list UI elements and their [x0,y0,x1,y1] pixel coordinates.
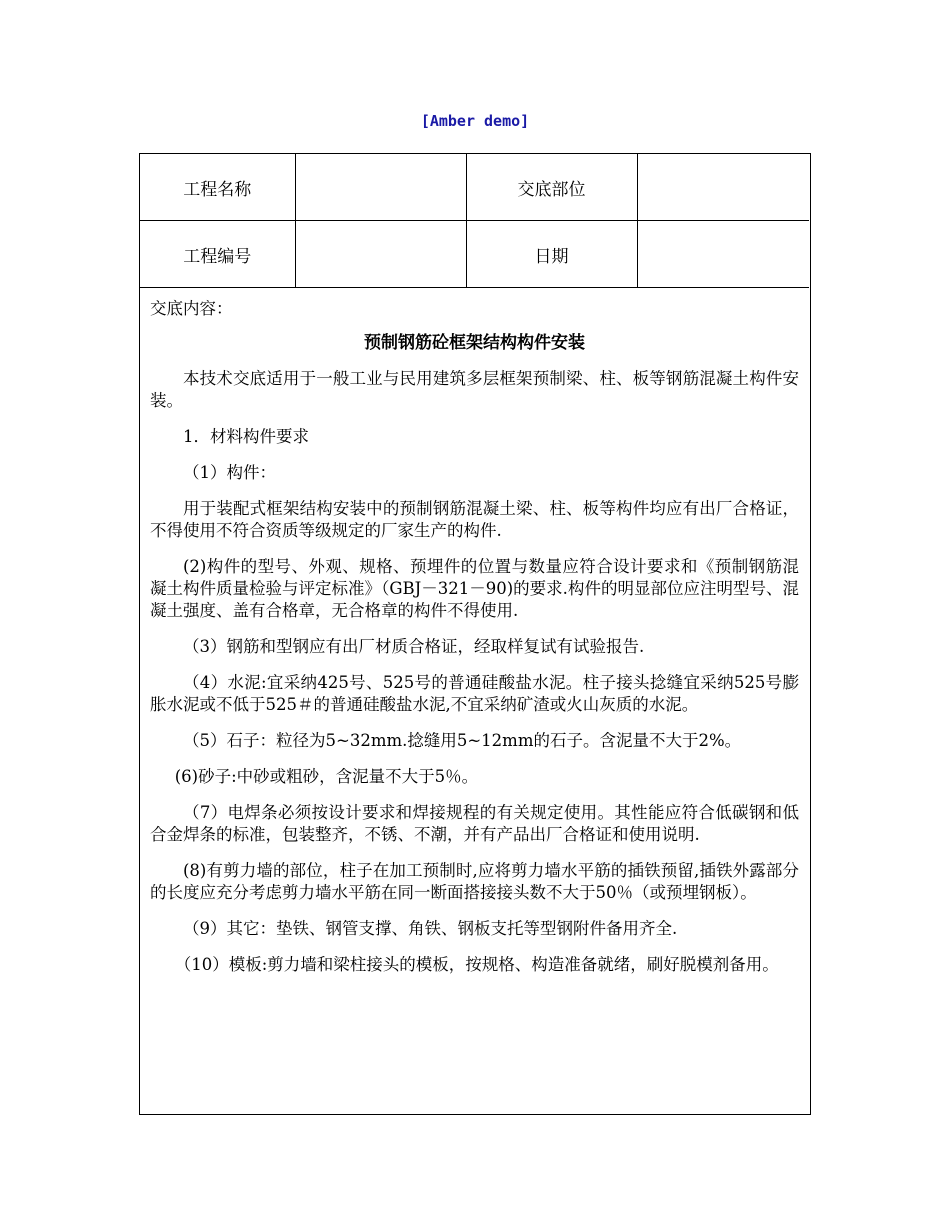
project-name-label: 工程名称 [140,154,295,221]
disclosure-form [139,153,811,1115]
paragraph: 用于装配式框架结构安装中的预制钢筋混凝土梁、柱、板等构件均应有出厂合格证，不得使用不符合资质等级规定的厂家生产的构件. [150,499,799,540]
project-no-value[interactable] [295,221,466,288]
date-value[interactable] [637,221,809,288]
paragraph: (8)有剪力墙的部位，柱子在加工预制时,应将剪力墙水平筋的插铁预留,插铁外露部分的长度应充分考虑剪力墙水平筋在同一断面搭接接头数不大于50％（或预埋钢板）。 [150,861,799,902]
content-label: 交底内容： [150,299,233,318]
paragraph: （1）构件： [183,463,276,482]
paragraph: （9）其它：垫铁、钢管支撑、角铁、钢板支托等型钢附件备用齐全. [183,919,678,938]
part-label: 交底部位 [466,154,637,221]
date-label: 日期 [466,221,637,288]
disclosure-content [140,288,809,990]
project-no-label: 工程编号 [140,221,295,288]
content-title: 预制钢筋砼框架结构构件安装 [364,333,585,353]
project-name-value[interactable] [295,154,466,221]
part-value[interactable] [637,154,809,221]
info-table [140,154,809,288]
paragraph: （3）钢筋和型钢应有出厂材质合格证，经取样复试有试验报告. [183,637,645,656]
paragraph: (2)构件的型号、外观、规格、预埋件的位置与数量应符合设计要求和《预制钢筋混凝土构件质量检验与评定标准》（GBJ－321－90)的要求.构件的明显部位应注明型号、混凝土强度、盖有合格章，无合格章的构件不得使用. [150,557,799,620]
paragraph: 1．材料构件要求 [183,427,309,446]
paragraph: （4）水泥:宜采纳425号、525号的普通硅酸盐水泥。柱子接头捻缝宜采纳525号膨胀水泥或不低于525＃的普通硅酸盐水泥,不宜采纳矿渣或火山灰质的水泥。 [150,673,799,714]
paragraph: （5）石子：粒径为5~32mm.捻缝用5~12mm的石子。含泥量不大于2%。 [183,731,742,750]
info-row-2 [140,221,809,288]
paragraph: 本技术交底适用于一般工业与民用建筑多层框架预制梁、柱、板等钢筋混凝土构件安装。 [150,369,799,410]
paragraph: （10）模板:剪力墙和梁柱接头的模板，按规格、构造准备就绪，刷好脱模剂备用。 [174,955,779,974]
info-row-1 [140,154,809,221]
page-header: [Amber demo] [420,112,530,130]
paragraph: (6)砂子:中砂或粗砂，含泥量不大于5％。 [174,767,479,786]
paragraph: （7）电焊条必须按设计要求和焊接规程的有关规定使用。其性能应符合低碳钢和低合金焊条的标准，包装整齐，不锈、不潮，并有产品出厂合格证和使用说明. [150,803,799,844]
